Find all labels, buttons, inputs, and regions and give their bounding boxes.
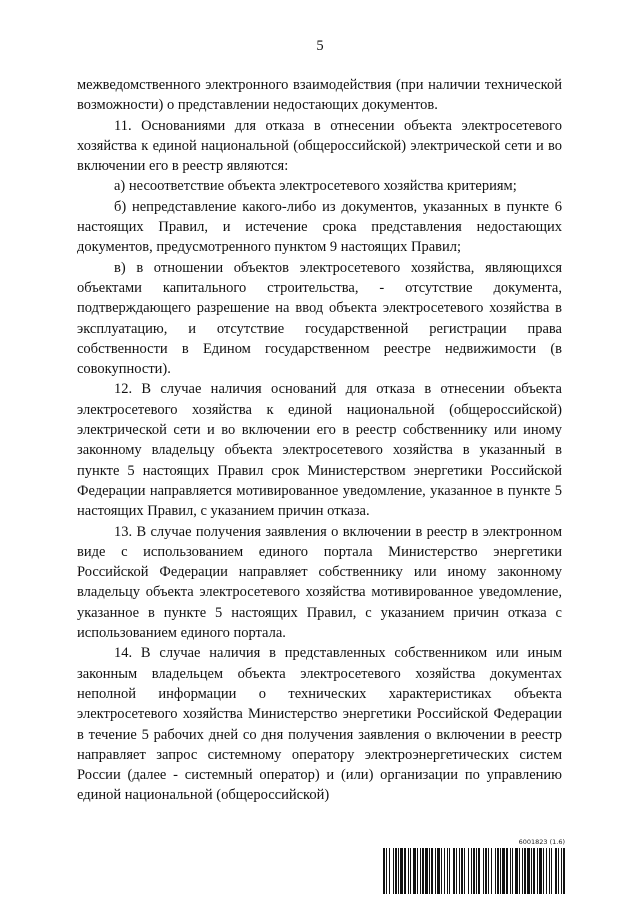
paragraph-subitem-b: б) непредставление какого-либо из документов, указанных в пункте 6 настоящих Правил, и истечение срока представления недостающих документов, предусмотренного пунктом 9 настоящих Правил; [77, 198, 562, 256]
paragraph-item-13: 13. В случае получения заявления о включении в реестр в электронном виде с использованием единого портала Министерство энергетики Российской Федерации направляет собственнику или иному законному владельцу объекта электросетевого хозяйства мотивированное уведомление, указанное в пункте 5 настоящих Правил, с указанием причин отказа с использованием единого портала. [77, 523, 562, 642]
paragraph-item-14: 14. В случае наличия в представленных собственником или иным законным владельцем объекта электросетевого хозяйства документах неполной информации о технических характеристиках объекта электросетевого хозяйства Министерство энергетики Российской Федерации в течение 5 рабочих дней со дня получения заявления о включении в реестр направляет запрос системному оператору электроэнергетических систем России (далее - системный оператор) и (или) организации по управлению единой национальной (общероссийской) [77, 645, 562, 804]
document-body [77, 75, 562, 806]
paragraph-subitem-v: в) в отношении объектов электросетевого хозяйства, являющихся объектами капитального строительства, - отсутствие документа, подтверждающего разрешение на ввод объекта электросетевого хозяйства в эксплуатацию, и отсутствие государственной регистрации права собственности в Едином государственном реестре недвижимости (в совокупности). [77, 259, 562, 378]
paragraph-continuation: межведомственного электронного взаимодействия (при наличии технической возможности) о представлении недостающих документов. [77, 77, 562, 114]
paragraph-item-11: 11. Основаниями для отказа в отнесении объекта электросетевого хозяйства к единой национальной (общероссийской) электрической сети и во включении его в реестр являются: [77, 117, 562, 175]
paragraph-item-12: 12. В случае наличия оснований для отказа в отнесении объекта электросетевого хозяйства к единой национальной (общероссийской) электрической сети и во включении его в реестр собственнику или иному законному владельцу объекта электросетевого хозяйства в указанный в пункте 5 настоящих Правил срок Министерством энергетики Российской Федерации направляется мотивированное уведомление, указанное в пункте 5 настоящих Правил, с указанием причин отказа. [77, 381, 562, 520]
paragraph-subitem-a: а) несоответствие объекта электросетевого хозяйства критериям; [114, 178, 517, 195]
barcode-block [383, 838, 565, 894]
barcode-icon [383, 848, 565, 894]
page-number: 5 [316, 38, 324, 54]
barcode-label: 6001823 (1.6) [518, 838, 565, 846]
